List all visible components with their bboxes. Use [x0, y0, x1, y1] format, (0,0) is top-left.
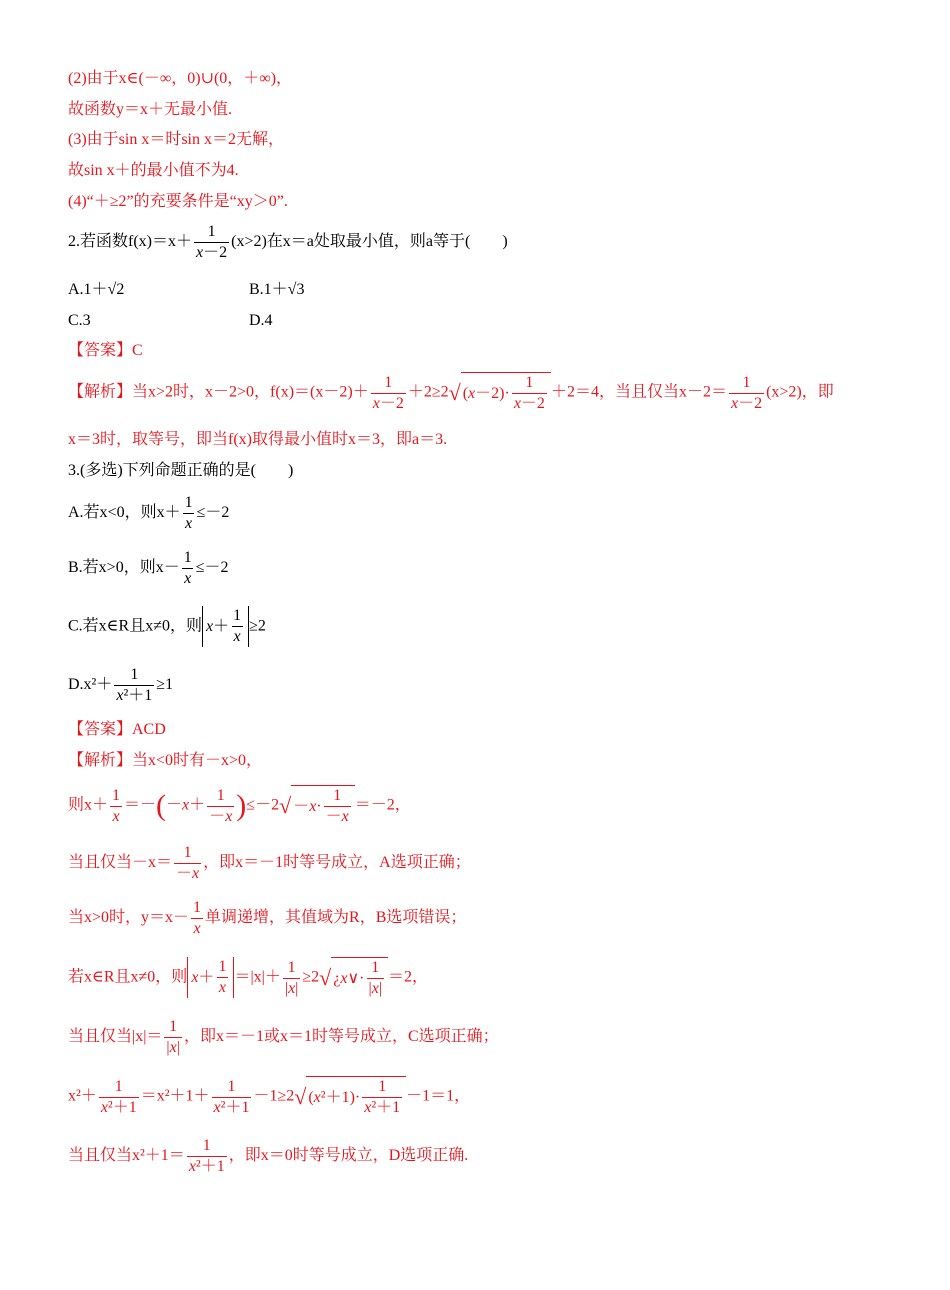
- analysis-line: x＝3时，取等号，即当f(x)取得最小值时x＝3，即a＝3.: [68, 431, 448, 448]
- text-line: 故sin x＋的最小值不为4.: [68, 162, 239, 179]
- text-line: (4)“＋≥2”的充要条件是“xy＞0”.: [68, 193, 288, 210]
- option-d: D.x²＋ $\frac{1}{\text{x²＋1}}$ ≥1: [68, 666, 174, 704]
- question-3-stem: 3.(多选)下列命题正确的是( ): [68, 462, 294, 479]
- text-line: (3)由于sin x＝时sin x＝2无解，: [68, 131, 285, 148]
- text-line: (2)由于x∈(－∞，0)∪(0，＋∞)，: [68, 70, 293, 87]
- analysis-line: 当且仅当|x|＝ $\frac{1}{|x|}$ ，即x＝－1或x＝1时等号成立，C选项正确；: [68, 1018, 499, 1056]
- answer: 【答案】ACD: [68, 721, 166, 738]
- text-line: 故函数y＝x＋无最小值.: [68, 101, 233, 118]
- analysis-line: 当且仅当－x＝ $\frac{1}{-x}$ ，即x＝－1时等号成立，A选项正确；: [68, 844, 471, 882]
- option-c: C.3: [68, 312, 91, 329]
- option-a: A.若x<0，则x＋ $\frac{1}{x}$ ≤－2: [68, 494, 230, 532]
- option-a: A.1＋√2: [68, 281, 125, 298]
- option-c: C.若x∈R且x≠0，则 x ＋ $\frac{1}{x}$ ≥2: [68, 607, 266, 645]
- question-2-stem: 2.若函数f(x)＝x＋ $\frac{1}{x-2}$ (x>2)在x＝a处取最小值，则a等于( ): [68, 223, 508, 261]
- analysis-line: x²＋ $\frac{1}{\text{x²＋1}}$ ＝x²＋1＋ $\frac{1}{\text{x²＋1}}$ －1≥2 √ ( x ²＋1)· $\frac{1}{\text{x²＋1}}$ －1＝1，: [68, 1077, 471, 1116]
- analysis-line: 当且仅当x²＋1＝ $\frac{1}{\text{x²＋1}}$ ，即x＝0时等号成立，D选项正确.: [68, 1137, 469, 1175]
- analysis: 【解析】当x>2时，x－2>0，f(x)＝(x－2)＋ $\frac{1}{x-2}$ ＋2≥2 √ ( x －2)· $\frac{1}{x-2}$ ＋2＝4，当且仅当x－2＝ $\frac{1}{x-2}$ (x>2)，即: [68, 373, 834, 412]
- option-d: D.4: [249, 312, 273, 329]
- analysis-line: 则x＋ $\frac{1}{x}$ ＝－(－x＋ $\frac{1}{-x}$ )≤－2 √ － x · $\frac{1}{-x}$ ＝－2，: [68, 786, 411, 825]
- answer: 【答案】C: [68, 342, 143, 359]
- option-b: B.若x>0，则x－ $\frac{1}{x}$ ≤－2: [68, 549, 229, 587]
- analysis-line: 若x∈R且x≠0，则 x ＋ $\frac{1}{x}$ ＝|x|＋ $\frac{1}{|x|}$ ≥2 √ ¿ x ∨· $\frac{1}{|x|}$ ＝2，: [68, 958, 429, 997]
- option-b: B.1＋√3: [249, 281, 305, 298]
- analysis: 【解析】当x<0时有－x>0，: [68, 752, 263, 769]
- analysis-line: 当x>0时，y＝x－ $\frac{1}{x}$ 单调递增，其值域为R，B选项错误；: [68, 899, 467, 937]
